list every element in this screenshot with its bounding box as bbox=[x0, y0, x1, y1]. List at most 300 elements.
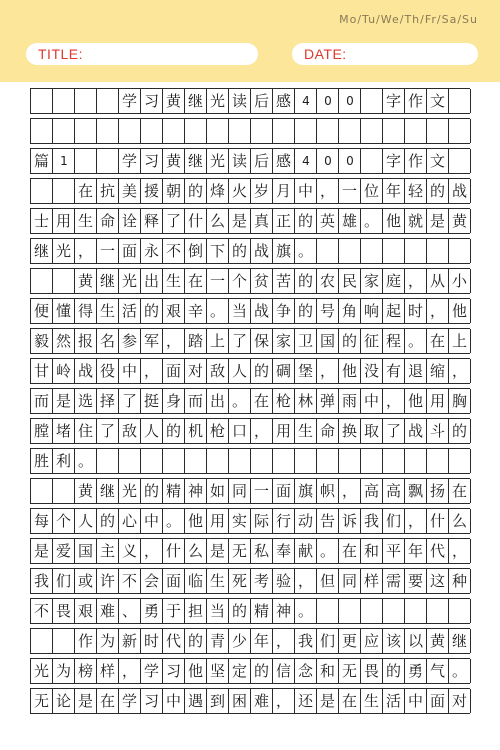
grid-cell: 高 bbox=[361, 479, 383, 503]
grid-cell: 家 bbox=[361, 269, 383, 293]
grid-cell: 角 bbox=[339, 299, 361, 323]
grid-cell: 平 bbox=[383, 539, 405, 563]
grid-cell bbox=[53, 479, 75, 503]
grid-cell: 气 bbox=[427, 659, 449, 683]
grid-cell: 枪 bbox=[273, 389, 295, 413]
grid-cell: 黄 bbox=[163, 89, 185, 113]
grid-row bbox=[30, 508, 470, 534]
grid-cell: 他 bbox=[383, 209, 405, 233]
grid-cell: 一 bbox=[251, 479, 273, 503]
grid-row bbox=[30, 208, 470, 234]
grid-cell bbox=[361, 149, 383, 173]
grid-cell bbox=[427, 119, 449, 143]
grid-cell: 信 bbox=[273, 659, 295, 683]
grid-cell bbox=[405, 599, 427, 623]
grid-cell: 难 bbox=[97, 599, 119, 623]
grid-cell: 。 bbox=[317, 539, 339, 563]
grid-cell: 什 bbox=[163, 539, 185, 563]
grid-cell: 。 bbox=[405, 329, 427, 353]
grid-cell bbox=[229, 119, 251, 143]
grid-cell bbox=[75, 119, 97, 143]
grid-cell bbox=[97, 89, 119, 113]
grid-cell: 面 bbox=[163, 569, 185, 593]
grid-cell: 篇 bbox=[31, 149, 53, 173]
grid-cell: 旗 bbox=[273, 239, 295, 263]
grid-cell: 4 bbox=[295, 89, 317, 113]
grid-cell: 。 bbox=[295, 599, 317, 623]
grid-cell: 神 bbox=[273, 599, 295, 623]
grid-cell bbox=[207, 119, 229, 143]
grid-cell: 同 bbox=[339, 569, 361, 593]
grid-cell: 代 bbox=[427, 539, 449, 563]
grid-cell: 敌 bbox=[207, 359, 229, 383]
grid-cell: 用 bbox=[53, 209, 75, 233]
grid-cell: 作 bbox=[405, 149, 427, 173]
grid-cell: 在 bbox=[339, 539, 361, 563]
grid-cell: 上 bbox=[207, 329, 229, 353]
grid-cell: 不 bbox=[119, 569, 141, 593]
grid-row bbox=[30, 628, 470, 654]
grid-row bbox=[30, 448, 470, 474]
grid-cell: 生 bbox=[75, 209, 97, 233]
grid-cell: 命 bbox=[97, 209, 119, 233]
grid-row bbox=[30, 418, 470, 444]
grid-cell: 一 bbox=[97, 239, 119, 263]
grid-cell: 人 bbox=[75, 509, 97, 533]
grid-cell: ， bbox=[449, 539, 471, 563]
grid-cell: 缩 bbox=[427, 359, 449, 383]
grid-cell: 们 bbox=[317, 629, 339, 653]
grid-cell: 继 bbox=[97, 269, 119, 293]
grid-cell: 诉 bbox=[339, 509, 361, 533]
grid-row bbox=[30, 268, 470, 294]
date-field[interactable] bbox=[292, 43, 478, 65]
grid-cell: 行 bbox=[273, 509, 295, 533]
grid-cell: 学 bbox=[141, 659, 163, 683]
grid-cell bbox=[207, 449, 229, 473]
grid-cell: 他 bbox=[405, 389, 427, 413]
grid-cell bbox=[383, 119, 405, 143]
grid-cell: 一 bbox=[339, 179, 361, 203]
grid-cell: ， bbox=[273, 629, 295, 653]
grid-cell: 是 bbox=[31, 539, 53, 563]
grid-cell: 有 bbox=[383, 359, 405, 383]
grid-cell: 死 bbox=[229, 569, 251, 593]
grid-row bbox=[30, 328, 470, 354]
grid-cell: 光 bbox=[53, 239, 75, 263]
grid-cell: 私 bbox=[251, 539, 273, 563]
grid-cell: 他 bbox=[185, 659, 207, 683]
grid-cell: 的 bbox=[229, 239, 251, 263]
grid-cell: ， bbox=[119, 659, 141, 683]
grid-cell: 旗 bbox=[295, 479, 317, 503]
grid-cell: 永 bbox=[141, 239, 163, 263]
grid-cell: 释 bbox=[141, 209, 163, 233]
grid-cell: 活 bbox=[383, 689, 405, 713]
grid-cell: 用 bbox=[427, 389, 449, 413]
grid-cell: 取 bbox=[361, 419, 383, 443]
grid-cell: 面 bbox=[119, 239, 141, 263]
grid-cell: 该 bbox=[383, 629, 405, 653]
grid-cell bbox=[361, 239, 383, 263]
grid-cell: 习 bbox=[141, 89, 163, 113]
grid-cell: 学 bbox=[119, 689, 141, 713]
grid-cell: ， bbox=[163, 329, 185, 353]
grid-cell: 烽 bbox=[207, 179, 229, 203]
grid-cell: 需 bbox=[383, 569, 405, 593]
grid-cell: 无 bbox=[229, 539, 251, 563]
grid-cell bbox=[361, 599, 383, 623]
grid-cell: 临 bbox=[185, 569, 207, 593]
grid-cell: 他 bbox=[339, 359, 361, 383]
grid-cell: 月 bbox=[273, 179, 295, 203]
grid-cell: 朝 bbox=[163, 179, 185, 203]
grid-cell: 我 bbox=[361, 509, 383, 533]
grid-cell: 样 bbox=[97, 659, 119, 683]
grid-cell: 征 bbox=[361, 329, 383, 353]
grid-cell: 在 bbox=[339, 689, 361, 713]
character-grid bbox=[30, 88, 470, 718]
grid-cell bbox=[339, 239, 361, 263]
grid-cell: 甘 bbox=[31, 359, 53, 383]
grid-cell bbox=[317, 599, 339, 623]
title-field[interactable] bbox=[26, 43, 258, 65]
grid-cell: 困 bbox=[229, 689, 251, 713]
grid-cell: ， bbox=[251, 419, 273, 443]
grid-cell: 真 bbox=[251, 209, 273, 233]
grid-cell: 后 bbox=[251, 149, 273, 173]
grid-cell: ， bbox=[295, 569, 317, 593]
grid-cell: 和 bbox=[361, 539, 383, 563]
grid-cell: 农 bbox=[317, 269, 339, 293]
grid-cell: 胜 bbox=[31, 449, 53, 473]
grid-cell bbox=[449, 449, 471, 473]
grid-cell bbox=[97, 149, 119, 173]
grid-cell: 黄 bbox=[449, 209, 471, 233]
grid-cell: 了 bbox=[383, 419, 405, 443]
grid-cell: 利 bbox=[53, 449, 75, 473]
grid-cell: 机 bbox=[185, 419, 207, 443]
grid-cell: 而 bbox=[31, 389, 53, 413]
grid-cell: 文 bbox=[427, 89, 449, 113]
grid-cell: 际 bbox=[251, 509, 273, 533]
grid-cell: 的 bbox=[163, 419, 185, 443]
grid-cell: 士 bbox=[31, 209, 53, 233]
grid-cell: 役 bbox=[97, 359, 119, 383]
grid-cell: 高 bbox=[383, 479, 405, 503]
grid-cell: 名 bbox=[97, 329, 119, 353]
grid-cell bbox=[31, 89, 53, 113]
grid-cell bbox=[449, 149, 471, 173]
grid-cell: 担 bbox=[185, 599, 207, 623]
grid-cell: 扬 bbox=[427, 479, 449, 503]
grid-cell bbox=[449, 599, 471, 623]
grid-cell: 他 bbox=[185, 509, 207, 533]
grid-cell: 换 bbox=[339, 419, 361, 443]
grid-cell: 精 bbox=[163, 479, 185, 503]
grid-cell: 帜 bbox=[317, 479, 339, 503]
grid-cell: 美 bbox=[119, 179, 141, 203]
grid-cell: 们 bbox=[53, 569, 75, 593]
grid-cell: ， bbox=[405, 269, 427, 293]
grid-row bbox=[30, 538, 470, 564]
grid-cell: 面 bbox=[273, 479, 295, 503]
grid-cell: 光 bbox=[31, 659, 53, 683]
grid-cell: 英 bbox=[317, 209, 339, 233]
grid-cell: 没 bbox=[361, 359, 383, 383]
grid-cell: 胸 bbox=[449, 389, 471, 413]
grid-cell: 同 bbox=[229, 479, 251, 503]
weekday-selector[interactable]: Mo/Tu/We/Th/Fr/Sa/Su bbox=[339, 13, 478, 26]
grid-cell: 1 bbox=[53, 149, 75, 173]
grid-cell bbox=[317, 449, 339, 473]
grid-cell: 。 bbox=[75, 449, 97, 473]
grid-row bbox=[30, 298, 470, 324]
grid-cell: 的 bbox=[97, 509, 119, 533]
grid-cell bbox=[361, 89, 383, 113]
grid-cell: 艰 bbox=[75, 599, 97, 623]
grid-cell: 从 bbox=[427, 269, 449, 293]
grid-row bbox=[30, 688, 470, 714]
grid-cell: 中 bbox=[361, 389, 383, 413]
grid-cell: ， bbox=[405, 509, 427, 533]
grid-cell: 的 bbox=[339, 329, 361, 353]
grid-cell: 继 bbox=[449, 629, 471, 653]
grid-cell: 会 bbox=[141, 569, 163, 593]
grid-cell: 在 bbox=[75, 179, 97, 203]
grid-cell: 精 bbox=[251, 599, 273, 623]
grid-cell: 习 bbox=[141, 689, 163, 713]
grid-cell: 黄 bbox=[75, 479, 97, 503]
grid-cell: 习 bbox=[141, 149, 163, 173]
grid-cell: 应 bbox=[361, 629, 383, 653]
grid-cell: 斗 bbox=[427, 419, 449, 443]
grid-cell bbox=[31, 269, 53, 293]
grid-cell bbox=[317, 239, 339, 263]
grid-cell: 心 bbox=[119, 509, 141, 533]
grid-cell bbox=[31, 119, 53, 143]
grid-cell bbox=[383, 599, 405, 623]
grid-cell: 位 bbox=[361, 179, 383, 203]
grid-cell: 当 bbox=[229, 299, 251, 323]
grid-cell bbox=[449, 89, 471, 113]
grid-cell: 告 bbox=[317, 509, 339, 533]
grid-cell: 便 bbox=[31, 299, 53, 323]
grid-cell: 。 bbox=[229, 389, 251, 413]
grid-cell: 苦 bbox=[273, 269, 295, 293]
grid-cell bbox=[273, 449, 295, 473]
grid-cell: 无 bbox=[339, 659, 361, 683]
grid-cell: 0 bbox=[317, 149, 339, 173]
grid-cell: 继 bbox=[31, 239, 53, 263]
grid-cell: 么 bbox=[449, 509, 471, 533]
grid-cell: 响 bbox=[361, 299, 383, 323]
grid-cell: 身 bbox=[163, 389, 185, 413]
grid-cell: 神 bbox=[185, 479, 207, 503]
grid-row bbox=[30, 478, 470, 504]
grid-cell: 每 bbox=[31, 509, 53, 533]
grid-cell: 字 bbox=[383, 149, 405, 173]
grid-cell: 什 bbox=[427, 509, 449, 533]
grid-cell: 当 bbox=[207, 599, 229, 623]
grid-cell: 学 bbox=[119, 149, 141, 173]
grid-cell: 人 bbox=[229, 359, 251, 383]
grid-cell: 许 bbox=[97, 569, 119, 593]
grid-cell: 献 bbox=[295, 539, 317, 563]
grid-cell: 国 bbox=[75, 539, 97, 563]
grid-cell: 们 bbox=[383, 509, 405, 533]
grid-cell: 然 bbox=[53, 329, 75, 353]
grid-cell: ， bbox=[317, 359, 339, 383]
grid-cell: ， bbox=[75, 239, 97, 263]
grid-cell: 坚 bbox=[207, 659, 229, 683]
grid-cell: 的 bbox=[295, 299, 317, 323]
grid-cell: 时 bbox=[405, 299, 427, 323]
grid-cell: 生 bbox=[361, 689, 383, 713]
grid-cell: 年 bbox=[405, 539, 427, 563]
grid-cell: 岁 bbox=[251, 179, 273, 203]
grid-row bbox=[30, 658, 470, 684]
grid-cell: 义 bbox=[119, 539, 141, 563]
grid-cell: 代 bbox=[163, 629, 185, 653]
grid-cell bbox=[53, 119, 75, 143]
grid-cell: 保 bbox=[251, 329, 273, 353]
grid-cell: 作 bbox=[75, 629, 97, 653]
grid-cell: 勇 bbox=[141, 599, 163, 623]
grid-cell: 年 bbox=[251, 629, 273, 653]
grid-cell: 战 bbox=[251, 239, 273, 263]
grid-cell bbox=[163, 119, 185, 143]
grid-cell: 青 bbox=[207, 629, 229, 653]
grid-cell: 生 bbox=[163, 269, 185, 293]
grid-cell: 踏 bbox=[185, 329, 207, 353]
grid-cell bbox=[53, 179, 75, 203]
grid-cell: 读 bbox=[229, 149, 251, 173]
grid-cell: 畏 bbox=[53, 599, 75, 623]
grid-cell: 艰 bbox=[163, 299, 185, 323]
grid-cell: 实 bbox=[229, 509, 251, 533]
grid-cell: 争 bbox=[273, 299, 295, 323]
grid-cell: 继 bbox=[185, 149, 207, 173]
grid-cell: ， bbox=[141, 359, 163, 383]
grid-cell: 岭 bbox=[53, 359, 75, 383]
grid-cell: 如 bbox=[207, 479, 229, 503]
grid-cell bbox=[339, 119, 361, 143]
grid-cell: 的 bbox=[251, 359, 273, 383]
grid-cell: 下 bbox=[207, 239, 229, 263]
grid-cell bbox=[31, 629, 53, 653]
grid-row bbox=[30, 148, 470, 174]
grid-cell: 动 bbox=[295, 509, 317, 533]
grid-cell: 是 bbox=[75, 689, 97, 713]
grid-cell bbox=[141, 119, 163, 143]
grid-cell bbox=[163, 449, 185, 473]
grid-cell bbox=[75, 149, 97, 173]
grid-cell: 参 bbox=[119, 329, 141, 353]
grid-cell: 辛 bbox=[185, 299, 207, 323]
grid-cell: 火 bbox=[229, 179, 251, 203]
grid-cell: 字 bbox=[383, 89, 405, 113]
grid-cell bbox=[75, 89, 97, 113]
grid-cell: 小 bbox=[449, 269, 471, 293]
grid-cell: 退 bbox=[405, 359, 427, 383]
grid-cell: 感 bbox=[273, 149, 295, 173]
grid-cell bbox=[339, 599, 361, 623]
grid-cell: 么 bbox=[207, 209, 229, 233]
grid-cell: 。 bbox=[295, 239, 317, 263]
grid-cell: 生 bbox=[97, 299, 119, 323]
grid-cell bbox=[295, 449, 317, 473]
grid-cell: 难 bbox=[251, 689, 273, 713]
grid-cell: 文 bbox=[427, 149, 449, 173]
grid-row bbox=[30, 358, 470, 384]
grid-cell: 一 bbox=[207, 269, 229, 293]
grid-cell: 在 bbox=[185, 269, 207, 293]
grid-cell: 么 bbox=[185, 539, 207, 563]
grid-cell: 黄 bbox=[75, 269, 97, 293]
grid-cell: 他 bbox=[449, 299, 471, 323]
grid-cell: 的 bbox=[185, 179, 207, 203]
grid-cell: 我 bbox=[31, 569, 53, 593]
grid-cell: 中 bbox=[119, 359, 141, 383]
grid-cell: 就 bbox=[405, 209, 427, 233]
grid-cell bbox=[31, 479, 53, 503]
grid-cell: 更 bbox=[339, 629, 361, 653]
grid-cell: 定 bbox=[229, 659, 251, 683]
grid-cell: 读 bbox=[229, 89, 251, 113]
grid-cell: 选 bbox=[75, 389, 97, 413]
grid-cell: 要 bbox=[405, 569, 427, 593]
grid-cell bbox=[317, 119, 339, 143]
grid-cell: 是 bbox=[229, 209, 251, 233]
grid-cell: 的 bbox=[427, 179, 449, 203]
grid-cell: 了 bbox=[229, 329, 251, 353]
grid-cell bbox=[31, 179, 53, 203]
grid-cell: 黄 bbox=[163, 149, 185, 173]
grid-cell: ， bbox=[383, 389, 405, 413]
grid-cell: 时 bbox=[141, 629, 163, 653]
grid-cell: 主 bbox=[97, 539, 119, 563]
grid-cell: 住 bbox=[75, 419, 97, 443]
date-label: DATE: bbox=[304, 46, 347, 62]
grid-cell: 但 bbox=[317, 569, 339, 593]
grid-cell: 。 bbox=[449, 659, 471, 683]
grid-cell bbox=[185, 449, 207, 473]
grid-cell: 对 bbox=[185, 359, 207, 383]
grid-cell: 。 bbox=[361, 209, 383, 233]
grid-cell: 这 bbox=[427, 569, 449, 593]
grid-cell: 什 bbox=[185, 209, 207, 233]
grid-cell: 。 bbox=[163, 509, 185, 533]
grid-cell: 正 bbox=[273, 209, 295, 233]
grid-cell bbox=[361, 119, 383, 143]
grid-row bbox=[30, 118, 470, 144]
grid-cell: 为 bbox=[53, 659, 75, 683]
grid-cell: 军 bbox=[141, 329, 163, 353]
grid-row bbox=[30, 88, 470, 114]
grid-cell: 家 bbox=[273, 329, 295, 353]
grid-cell bbox=[119, 449, 141, 473]
grid-cell: 念 bbox=[295, 659, 317, 683]
grid-cell: 择 bbox=[97, 389, 119, 413]
grid-cell: 不 bbox=[31, 599, 53, 623]
grid-cell: 光 bbox=[207, 89, 229, 113]
grid-cell: 报 bbox=[75, 329, 97, 353]
grid-cell: 卫 bbox=[295, 329, 317, 353]
grid-cell: 在 bbox=[449, 479, 471, 503]
grid-cell: 于 bbox=[163, 599, 185, 623]
grid-cell: 光 bbox=[207, 149, 229, 173]
